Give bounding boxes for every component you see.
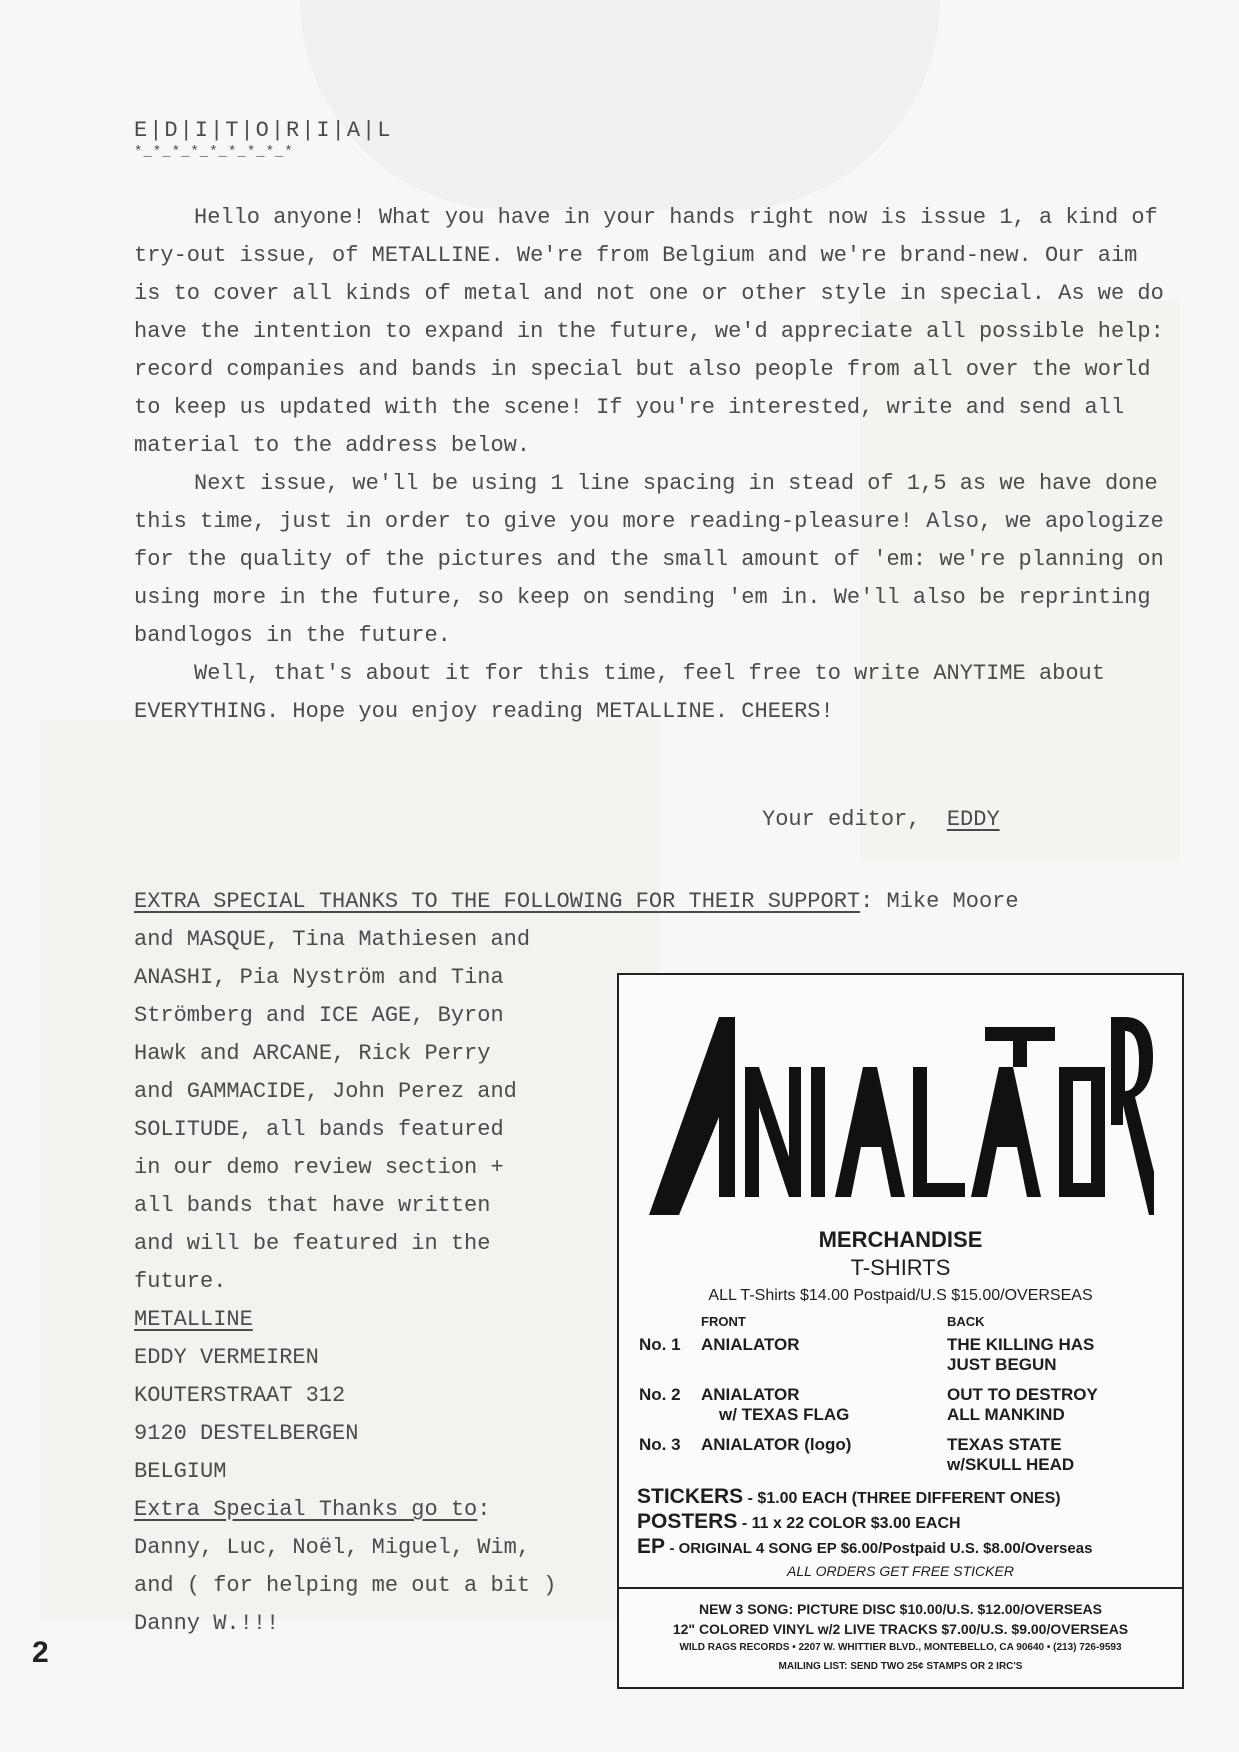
thanks-first-line: : Mike Moore: [860, 889, 1019, 914]
stickers-label: STICKERS: [637, 1485, 744, 1508]
editorial-body: [134, 199, 1164, 731]
extra-thanks-line: Danny, Luc, Noël, Miguel, Wim,: [134, 1535, 531, 1560]
editorial-title: E|D|I|T|O|R|I|A|L: [134, 118, 393, 143]
thanks-line: and MASQUE, Tina Mathiesen and: [134, 927, 531, 952]
thanks-line: ANASHI, Pia Nyström and Tina: [134, 965, 504, 990]
editorial-paragraph: Hello anyone! What you have in your hands right now is issue 1, a kind of try-out issue, of METALLINE. We're from Belgium and we're brand-new. Our aim is to cover all kinds of metal and not one or other style in special. As we do have the intention to expand in the future, we'd appreciate all possible help: record companies and bands in special but also people from all over the world to keep us updated with the scene! If you're interested, write and send all material to the address below.: [134, 205, 1164, 458]
thanks-line: Strömberg and ICE AGE, Byron: [134, 1003, 504, 1028]
back-column-label: BACK: [947, 1314, 985, 1329]
signoff-text: Your editor,: [762, 807, 921, 832]
posters-text: - 11 x 22 COLOR $3.00 EACH: [741, 1515, 961, 1532]
posters-label: POSTERS: [637, 1510, 738, 1533]
address-line: 9120 DESTELBERGEN: [134, 1421, 359, 1446]
thanks-line: in our demo review section +: [134, 1155, 504, 1180]
extra-thanks-colon: :: [477, 1497, 491, 1522]
ep-label: EP: [637, 1535, 666, 1558]
tshirt-price-line: ALL T-Shirts $14.00 Postpaid/U.S $15.00/OVERSEAS: [708, 1287, 1093, 1304]
thanks-line: SOLITUDE, all bands featured: [134, 1117, 504, 1142]
address-line: EDDY VERMEIREN: [134, 1345, 319, 1370]
picture-disc-line: NEW 3 SONG: PICTURE DISC $10.00/U.S. $12.00/OVERSEAS: [698, 1601, 1103, 1617]
editorial-paragraph: Next issue, we'll be using 1 line spacing in stead of 1,5 as we have done this time, just in order to give you more reading-pleasure! Also, we apologize for the quality of the pictures and the small amount of 'em: we're planning on using more in the future, so keep on sending 'em in. We'll also be reprinting bandlogos in the future.: [134, 471, 1164, 648]
anialator-logo: [649, 997, 1154, 1215]
ep-text: - ORIGINAL 4 SONG EP $6.00/Postpaid U.S. $8.00/Overseas: [669, 1540, 1093, 1557]
item-back: TEXAS STATE: [947, 1435, 1062, 1454]
merch-title: MERCHANDISE: [818, 1227, 983, 1252]
thanks-heading-line: [134, 883, 1164, 921]
item-number: No. 1: [639, 1335, 681, 1354]
anialator-merch-ad: [617, 973, 1184, 1689]
ep-line: [637, 1535, 1092, 1559]
tshirts-title: T-SHIRTS: [850, 1255, 951, 1280]
item-back: w/SKULL HEAD: [947, 1455, 1075, 1474]
item-back: ALL MANKIND: [947, 1405, 1065, 1424]
item-number: No. 3: [639, 1435, 681, 1454]
thanks-line: Hawk and ARCANE, Rick Perry: [134, 1041, 491, 1066]
mailing-list-line: MAILING LIST: SEND TWO 25¢ STAMPS OR 2 IRC'S: [778, 1661, 1023, 1672]
item-number: No. 2: [639, 1385, 681, 1404]
address-line: BELGIUM: [134, 1459, 227, 1484]
item-back: OUT TO DESTROY: [947, 1385, 1098, 1404]
item-back: THE KILLING HAS: [947, 1335, 1095, 1354]
item-front: ANIALATOR: [701, 1335, 800, 1354]
posters-line: [637, 1510, 961, 1534]
thanks-line: and GAMMACIDE, John Perez and: [134, 1079, 517, 1104]
stickers-text: - $1.00 EACH (THREE DIFFERENT ONES): [747, 1490, 1061, 1507]
item-back: JUST BEGUN: [947, 1355, 1057, 1374]
address-line: KOUTERSTRAAT 312: [134, 1383, 346, 1408]
item-front: ANIALATOR: [701, 1385, 800, 1404]
extra-thanks-heading: Extra Special Thanks go to: [134, 1497, 478, 1522]
page-number: 2: [32, 1636, 49, 1669]
background-ghost-shape: [300, 0, 940, 210]
label-address: WILD RAGS RECORDS • 2207 W. WHITTIER BLVD., MONTEBELLO, CA 90640 • (213) 726-9593: [679, 1642, 1122, 1653]
editorial-title-underline: *_*_*_*_*_*_*_*_*: [134, 144, 294, 160]
colored-vinyl-line: 12" COLORED VINYL w/2 LIVE TRACKS $7.00/U.S. $9.00/OVERSEAS: [672, 1621, 1129, 1637]
item-front: ANIALATOR (logo): [701, 1435, 852, 1454]
editorial-paragraph: Well, that's about it for this time, feel free to write ANYTIME about EVERYTHING. Hope you enjoy reading METALLINE. CHEERS!: [134, 661, 1105, 724]
extra-thanks-line: and ( for helping me out a bit ): [134, 1573, 557, 1598]
editor-signoff: [762, 807, 1000, 832]
front-column-label: FRONT: [701, 1314, 746, 1329]
ad-divider: [619, 1587, 1182, 1589]
free-sticker-note: ALL ORDERS GET FREE STICKER: [787, 1563, 1014, 1579]
thanks-line: all bands that have written: [134, 1193, 491, 1218]
thanks-line: future.: [134, 1269, 227, 1294]
left-column: [134, 921, 614, 1643]
editor-name: EDDY: [946, 807, 1000, 832]
thanks-heading: EXTRA SPECIAL THANKS TO THE FOLLOWING FOR THEIR SUPPORT: [134, 889, 861, 914]
stickers-line: [637, 1485, 1061, 1509]
extra-thanks-line: Danny W.!!!: [134, 1611, 280, 1636]
item-front: w/ TEXAS FLAG: [719, 1405, 850, 1424]
thanks-line: and will be featured in the: [134, 1231, 491, 1256]
address-heading: METALLINE: [134, 1307, 253, 1332]
